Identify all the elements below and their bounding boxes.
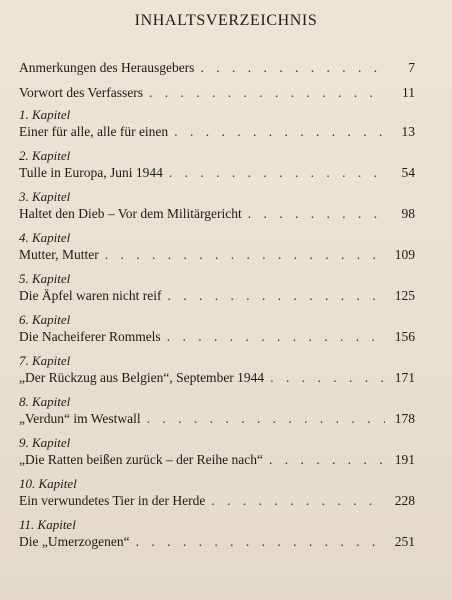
entry-title: Einer für alle, alle für einen [19, 124, 169, 139]
toc-entry [19, 230, 415, 264]
dot-leader [136, 532, 385, 551]
page-number: 7 [408, 60, 415, 75]
chapter-label: 7. Kapitel [19, 353, 71, 368]
toc-entry [19, 517, 415, 551]
dot-leader [200, 58, 385, 77]
entry-title: Anmerkungen des Herausgebers [19, 60, 195, 75]
dot-leader [211, 491, 385, 510]
dot-leader [269, 450, 385, 469]
dot-leader [105, 245, 385, 264]
chapter-label: 3. Kapitel [19, 189, 71, 204]
toc-line [19, 368, 415, 387]
page-number: 54 [401, 165, 415, 180]
page-number: 228 [394, 493, 415, 508]
toc-entry [19, 83, 415, 102]
table-of-contents [19, 58, 415, 551]
dot-leader [149, 83, 385, 102]
toc-line [19, 58, 415, 77]
entry-title: Vorwort des Verfassers [19, 85, 143, 100]
entry-title: „Der Rückzug aus Belgien“, September 1944 [19, 370, 265, 385]
dot-leader [167, 327, 385, 346]
toc-line [19, 532, 415, 551]
chapter-label: 5. Kapitel [19, 271, 71, 286]
toc-entry [19, 353, 415, 387]
entry-title: Die „Umerzogenen“ [19, 534, 130, 549]
page-number: 156 [394, 329, 415, 344]
toc-entry [19, 148, 415, 182]
chapter-label: 11. Kapitel [19, 517, 76, 532]
entry-title: „Die Ratten beißen zurück – der Reihe nach“ [19, 452, 264, 467]
chapter-label: 1. Kapitel [19, 107, 71, 122]
entry-title: Die Nacheiferer Rommels [19, 329, 161, 344]
entry-title: Die Äpfel waren nicht reif [19, 288, 162, 303]
toc-line [19, 286, 415, 305]
toc-line [19, 204, 415, 223]
toc-line [19, 122, 415, 141]
page-number: 178 [394, 411, 415, 426]
toc-entry [19, 312, 415, 346]
entry-title: Ein verwundetes Tier in der Herde [19, 493, 206, 508]
page-number: 191 [394, 452, 415, 467]
chapter-label: 4. Kapitel [19, 230, 71, 245]
toc-line [19, 450, 415, 469]
chapter-label: 10. Kapitel [19, 476, 77, 491]
toc-entry [19, 189, 415, 223]
toc-entry [19, 476, 415, 510]
dot-leader [270, 368, 385, 387]
page-number: 125 [394, 288, 415, 303]
entry-title: Mutter, Mutter [19, 247, 99, 262]
entry-title: „Verdun“ im Westwall [19, 411, 141, 426]
toc-line [19, 83, 415, 102]
chapter-label: 2. Kapitel [19, 148, 71, 163]
toc-entry [19, 394, 415, 428]
toc-line [19, 163, 415, 182]
page-number: 13 [401, 124, 415, 139]
entry-title: Haltet den Dieb – Vor dem Militärgericht [19, 206, 242, 221]
chapter-label: 9. Kapitel [19, 435, 71, 450]
page-title: INHALTSVERZEICHNIS [134, 12, 318, 29]
page-number: 251 [394, 534, 415, 549]
toc-entry [19, 271, 415, 305]
chapter-label: 8. Kapitel [19, 394, 71, 409]
dot-leader [169, 163, 385, 182]
chapter-label: 6. Kapitel [19, 312, 71, 327]
dot-leader [174, 122, 385, 141]
dot-leader [167, 286, 385, 305]
toc-entry [19, 107, 415, 141]
toc-line [19, 245, 415, 264]
page-number: 98 [401, 206, 415, 221]
page-number: 109 [394, 247, 415, 262]
page-number: 11 [402, 85, 415, 100]
toc-line [19, 327, 415, 346]
entry-title: Tulle in Europa, Juni 1944 [19, 165, 163, 180]
toc-entry [19, 58, 415, 77]
page-number: 171 [394, 370, 415, 385]
toc-line [19, 409, 415, 428]
toc-line [19, 491, 415, 510]
dot-leader [248, 204, 385, 223]
dot-leader [147, 409, 385, 428]
toc-entry [19, 435, 415, 469]
